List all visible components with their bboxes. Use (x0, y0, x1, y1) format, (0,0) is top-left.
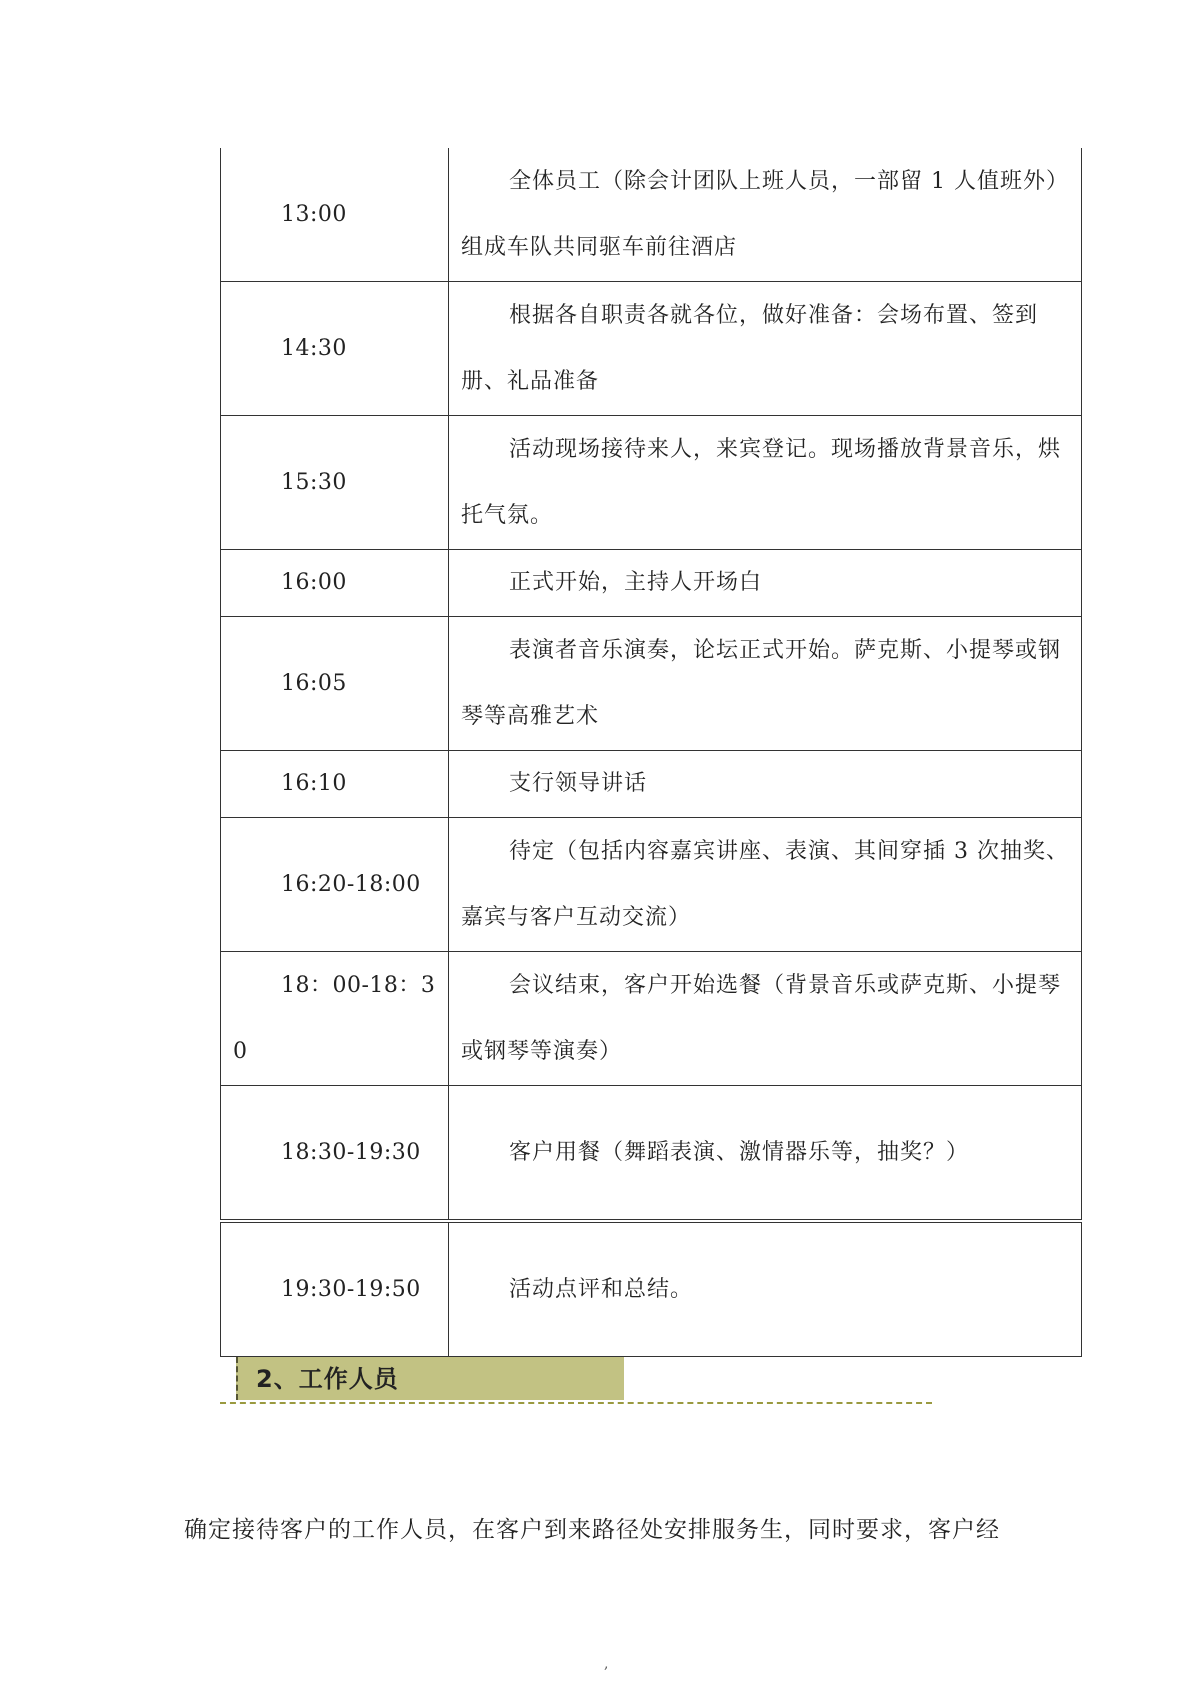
table-row (221, 1086, 1082, 1222)
desc-cell: 全体员工（除会计团队上班人员，一部留 1 人值班外）组成车队共同驱车前往酒店 (449, 148, 1082, 282)
table-row (221, 550, 1082, 617)
table-row (221, 952, 1082, 1086)
table-row (221, 1221, 1082, 1357)
time-cell: 15:30 (221, 416, 449, 550)
desc-cell: 根据各自职责各就各位，做好准备：会场布置、签到册、礼品准备 (449, 282, 1082, 416)
table-row (221, 617, 1082, 751)
desc-cell: 待定（包括内容嘉宾讲座、表演、其间穿插 3 次抽奖、嘉宾与客户互动交流） (449, 818, 1082, 952)
table-row (221, 751, 1082, 818)
time-cell: 16:05 (221, 617, 449, 751)
desc-cell: 表演者音乐演奏，论坛正式开始。萨克斯、小提琴或钢琴等高雅艺术 (449, 617, 1082, 751)
time-cell: 13:00 (221, 148, 449, 282)
time-cell: 18：00-18：30 (221, 952, 449, 1086)
time-cell: 19:30-19:50 (221, 1221, 449, 1357)
desc-cell: 活动现场接待来人，来宾登记。现场播放背景音乐，烘托气氛。 (449, 416, 1082, 550)
time-cell: 16:20-18:00 (221, 818, 449, 952)
table-row (221, 416, 1082, 550)
table-row (221, 282, 1082, 416)
desc-cell: 客户用餐（舞蹈表演、激情器乐等，抽奖？） (449, 1086, 1082, 1222)
time-cell: 16:00 (221, 550, 449, 617)
desc-cell: 活动点评和总结。 (449, 1221, 1082, 1357)
time-cell: 18:30-19:30 (221, 1086, 449, 1222)
desc-cell: 正式开始，主持人开场白 (449, 550, 1082, 617)
time-cell: 16:10 (221, 751, 449, 818)
footer-mark: , (604, 1656, 609, 1672)
desc-cell: 支行领导讲话 (449, 751, 1082, 818)
schedule-table (220, 148, 1082, 1357)
desc-cell: 会议结束，客户开始选餐（背景音乐或萨克斯、小提琴或钢琴等演奏） (449, 952, 1082, 1086)
heading-divider (220, 1402, 932, 1404)
section-heading: 2、工作人员 (256, 1365, 399, 1393)
body-paragraph: 确定接待客户的工作人员，在客户到来路径处安排服务生，同时要求，客户经 (184, 1517, 1000, 1543)
table-row (221, 818, 1082, 952)
time-cell: 14:30 (221, 282, 449, 416)
table-row (221, 148, 1082, 282)
